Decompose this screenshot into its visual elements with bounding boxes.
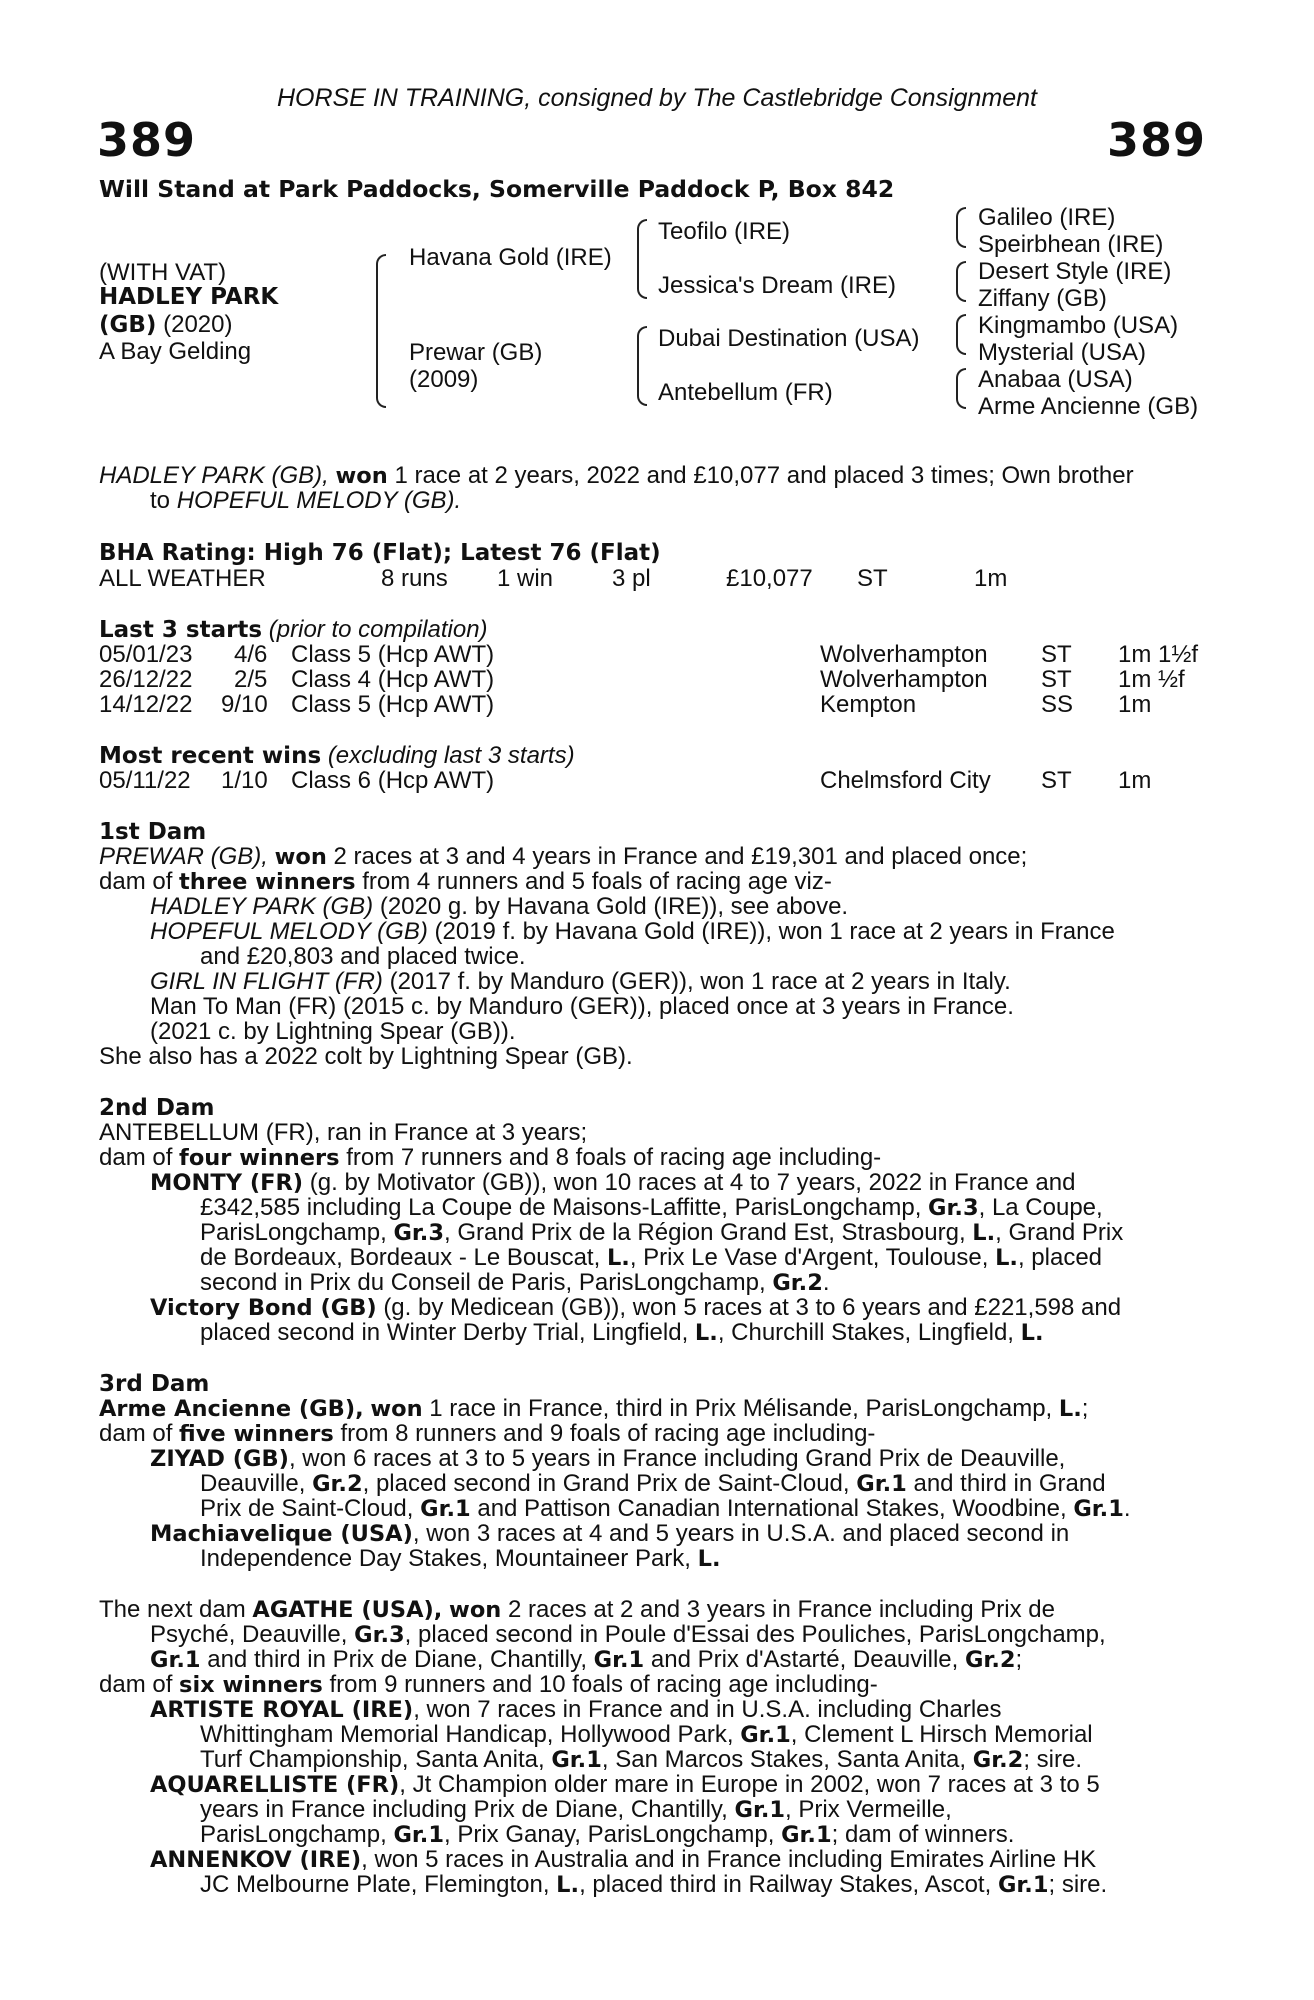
win-going: ST [1041,767,1072,794]
start-date: 05/01/23 [99,641,193,668]
gen3-3: Desert Style (IRE) [978,258,1172,285]
start-going: ST [1041,666,1072,693]
dam3-line: ZIYAD (GB), won 6 races at 3 to 5 years in France including Grand Prix de Deauville, [150,1445,1066,1472]
recent-wins-heading: Most recent wins (excluding last 3 starts) [99,742,575,769]
win-date: 05/11/22 [99,767,191,794]
start-class: Class 4 (Hcp AWT) [291,666,495,693]
dam2-line: £342,585 including La Coupe de Maisons-Laffitte, ParisLongchamp, Gr.3, La Coupe, [200,1194,1103,1221]
stable-location: Will Stand at Park Paddocks, Somerville Paddock P, Box 842 [99,175,895,203]
win-distance: 1m [1118,767,1152,794]
rating-earnings: £10,077 [726,565,813,592]
rating-runs: 8 runs [381,565,448,592]
win-class: Class 6 (Hcp AWT) [291,767,495,794]
gen3-2: Speirbhean (IRE) [978,231,1164,258]
rating-wins: 1 win [497,565,554,592]
dam-year: (2009) [409,366,479,393]
dam: Prewar (GB) [409,339,543,366]
gen3-6: Mysterial (USA) [978,339,1147,366]
dam1-line: Man To Man (FR) (2015 c. by Manduro (GER)), placed once at 3 years in France. [150,993,1014,1020]
start-position: 4/6 [234,641,268,668]
rating-placed: 3 pl [612,565,651,592]
dam1-line: HOPEFUL MELODY (GB) (2019 f. by Havana Gold (IRE)), won 1 race at 2 years in France [150,918,1115,945]
dam3-line: Independence Day Stakes, Mountaineer Park, L. [200,1545,721,1572]
next-dam-line: Whittingham Memorial Handicap, Hollywood Park, Gr.1, Clement L Hirsch Memorial [200,1721,1093,1748]
next-dam-line: The next dam AGATHE (USA), won 2 races at 2 and 3 years in France including Prix de [99,1596,1055,1623]
vat-label: (WITH VAT) [99,259,227,286]
rating-going: ST [857,565,888,592]
dam2-line: dam of four winners from 7 runners and 8 foals of racing age including- [99,1144,882,1171]
sire-sire: Teofilo (IRE) [658,218,791,245]
next-dam-line: Gr.1 and third in Prix de Diane, Chantilly, Gr.1 and Prix d'Astarté, Deauville, Gr.2; [150,1646,1023,1673]
dam1-line: GIRL IN FLIGHT (FR) (2017 f. by Manduro (GER)), won 1 race at 2 years in Italy. [150,968,1011,995]
dam2-line: de Bordeaux, Bordeaux - Le Bouscat, L., Prix Le Vase d'Argent, Toulouse, L., placed [200,1244,1103,1271]
dam3-line: Machiavelique (USA), won 3 races at 4 and 5 years in U.S.A. and placed second in [150,1520,1070,1547]
dam2-line: ANTEBELLUM (FR), ran in France at 3 years; [99,1119,588,1146]
lot-number-right: 389 [1106,113,1206,167]
dam2-line: Victory Bond (GB) (g. by Medicean (GB)), won 5 races at 3 to 6 years and £221,598 and [150,1294,1122,1321]
consignment-header: HORSE IN TRAINING, consigned by The Castlebridge Consignment [276,84,1038,112]
next-dam-line: JC Melbourne Plate, Flemington, L., placed third in Railway Stakes, Ascot, Gr.1; sire. [200,1871,1108,1898]
start-date: 26/12/22 [99,666,193,693]
dam1-line: and £20,803 and placed twice. [200,943,526,970]
gen3-4: Ziffany (GB) [978,285,1107,312]
lot-number-left: 389 [97,113,197,167]
dam3-title: 3rd Dam [99,1371,210,1397]
start-going: ST [1041,641,1072,668]
pedigree-brace [376,254,386,408]
pedigree-brace [956,261,966,302]
start-position: 9/10 [221,691,268,718]
dam2-line: second in Prix du Conseil de Paris, ParisLongchamp, Gr.2. [200,1269,830,1296]
win-course: Chelmsford City [820,767,991,794]
next-dam-line: dam of six winners from 9 runners and 10 foals of racing age including- [99,1671,878,1698]
next-dam-line: Psyché, Deauville, Gr.3, placed second in Poule d'Essai des Pouliches, ParisLongchamp, [150,1621,1106,1648]
win-position: 1/10 [221,767,268,794]
next-dam-line: ANNENKOV (IRE), won 5 races in Australia and in France including Emirates Airline HK [150,1846,1097,1873]
gen3-5: Kingmambo (USA) [978,312,1179,339]
pedigree-brace [956,207,966,248]
bha-rating-title: BHA Rating: High 76 (Flat); Latest 76 (Flat) [99,540,661,566]
race-summary: HADLEY PARK (GB), won 1 race at 2 years, 2022 and £10,077 and placed 3 times; Own brother [99,462,1134,489]
dam2-line: MONTY (FR) (g. by Motivator (GB)), won 10 races at 4 to 7 years, 2022 in France and [150,1169,1076,1196]
dam1-line: PREWAR (GB), won 2 races at 3 and 4 years in France and £19,301 and placed once; [99,843,1028,870]
next-dam-line: Turf Championship, Santa Anita, Gr.1, San Marcos Stakes, Santa Anita, Gr.2; sire. [200,1746,1082,1773]
gen3-7: Anabaa (USA) [978,366,1133,393]
pedigree-brace [956,368,966,409]
sire-dam: Jessica's Dream (IRE) [658,272,896,299]
horse-origin: (GB) (2020) [99,311,233,338]
next-dam-line: ARTISTE ROYAL (IRE), won 7 races in France and in U.S.A. including Charles [150,1696,1002,1723]
dam2-title: 2nd Dam [99,1095,215,1121]
dam1-title: 1st Dam [99,819,207,845]
start-course: Kempton [820,691,917,718]
start-distance: 1m [1118,691,1152,718]
pedigree-brace [956,314,966,355]
rating-surface: ALL WEATHER [99,565,266,592]
start-distance: 1m 1½f [1118,641,1199,668]
sire: Havana Gold (IRE) [409,244,612,271]
dam1-line: (2021 c. by Lightning Spear (GB)). [150,1018,516,1045]
pedigree-brace [637,219,647,299]
dam3-line: Arme Ancienne (GB), won 1 race in France, third in Prix Mélisande, ParisLongchamp, L.; [99,1395,1089,1422]
dam3-line: Deauville, Gr.2, placed second in Grand Prix de Saint-Cloud, Gr.1 and third in Grand [200,1470,1106,1497]
dam3-line: Prix de Saint-Cloud, Gr.1 and Pattison Canadian International Stakes, Woodbine, Gr.1. [200,1495,1131,1522]
dam-sire: Dubai Destination (USA) [658,325,920,352]
start-position: 2/5 [234,666,268,693]
dam1-line: HADLEY PARK (GB) (2020 g. by Havana Gold (IRE)), see above. [150,893,849,920]
start-course: Wolverhampton [820,641,988,668]
dam2-line: placed second in Winter Derby Trial, Lingfield, L., Churchill Stakes, Lingfield, L. [200,1319,1044,1346]
next-dam-line: years in France including Prix de Diane, Chantilly, Gr.1, Prix Vermeille, [200,1796,952,1823]
dam2-line: ParisLongchamp, Gr.3, Grand Prix de la Région Grand Est, Strasbourg, L., Grand Prix [200,1219,1124,1246]
next-dam-line: AQUARELLISTE (FR), Jt Champion older mare in Europe in 2002, won 7 races at 3 to 5 [150,1771,1100,1798]
start-class: Class 5 (Hcp AWT) [291,691,495,718]
pedigree-brace [637,326,647,406]
race-summary-cont: to HOPEFUL MELODY (GB). [150,487,462,514]
next-dam-line: ParisLongchamp, Gr.1, Prix Ganay, ParisLongchamp, Gr.1; dam of winners. [200,1821,1015,1848]
dam1-line: She also has a 2022 colt by Lightning Spear (GB). [99,1043,633,1070]
start-date: 14/12/22 [99,691,193,718]
dam1-line: dam of three winners from 4 runners and 5 foals of racing age viz- [99,868,832,895]
start-course: Wolverhampton [820,666,988,693]
horse-name: HADLEY PARK [99,284,279,310]
start-class: Class 5 (Hcp AWT) [291,641,495,668]
horse-description: A Bay Gelding [99,338,252,365]
dam3-line: dam of five winners from 8 runners and 9 foals of racing age including- [99,1420,876,1447]
last3-heading: Last 3 starts (prior to compilation) [99,616,488,643]
gen3-1: Galileo (IRE) [978,204,1116,231]
start-going: SS [1041,691,1074,718]
rating-distance: 1m [974,565,1008,592]
start-distance: 1m ½f [1118,666,1185,693]
gen3-8: Arme Ancienne (GB) [978,393,1199,420]
dam-dam: Antebellum (FR) [658,379,833,406]
